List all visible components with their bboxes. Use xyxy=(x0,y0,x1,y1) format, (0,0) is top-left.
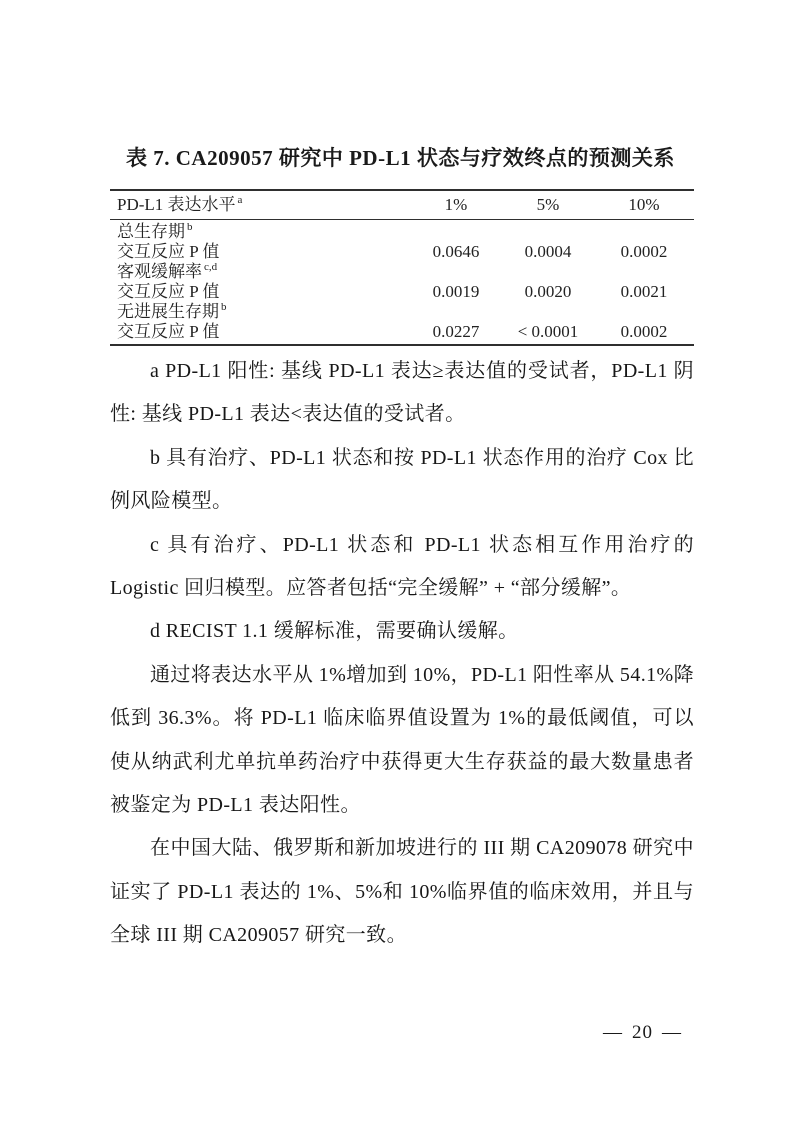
cell-value xyxy=(594,262,694,282)
column-header-10pct: 10% xyxy=(594,190,694,220)
row-label: 交互反应 P 值 xyxy=(117,322,220,341)
table-caption: 表 7. CA209057 研究中 PD-L1 状态与疗效终点的预测关系 xyxy=(126,146,675,170)
cell-value: 0.0019 xyxy=(432,282,480,301)
footer-dash-left: — xyxy=(603,1022,623,1043)
footnote-a: a PD-L1 阳性: 基线 PD-L1 表达≥表达值的受试者，PD-L1 阴性: 基线 PD-L1 表达<表达值的受试者。 xyxy=(110,360,694,426)
pdl1-results-table xyxy=(110,189,694,346)
cell-value: 0.0004 xyxy=(524,242,572,261)
table-row xyxy=(110,262,694,282)
table-row xyxy=(110,220,694,243)
cell-value: 0.0002 xyxy=(620,322,668,341)
column-header-label: PD-L1 表达水平 xyxy=(117,195,236,214)
table-row xyxy=(110,242,694,262)
cell-value xyxy=(502,220,594,243)
column-header-expression-level xyxy=(110,190,410,220)
footnote-marker: b xyxy=(187,221,193,234)
column-header-1pct: 1% xyxy=(410,190,502,220)
footnote-c: c 具有治疗、PD-L1 状态和 PD-L1 状态相互作用治疗的 Logistic 回归模型。应答者包括“完全缓解” + “部分缓解”。 xyxy=(110,533,694,600)
row-label: 交互反应 P 值 xyxy=(117,282,220,301)
row-label: 客观缓解率 $^{c,d}$ xyxy=(117,261,218,281)
footnote-marker: c,d xyxy=(204,261,218,274)
table-row xyxy=(110,282,694,302)
table-header-row xyxy=(110,190,694,220)
table-row xyxy=(110,302,694,322)
cell-value xyxy=(410,262,502,282)
body-text xyxy=(110,350,694,958)
cell-value xyxy=(502,302,594,322)
row-label: 无进展生存期 $^b$ xyxy=(117,301,227,321)
cell-value xyxy=(502,262,594,282)
cell-value: 0.0227 xyxy=(432,322,480,341)
cell-value xyxy=(594,220,694,243)
cell-value xyxy=(594,302,694,322)
cell-value: 0.0646 xyxy=(432,242,480,261)
page-footer xyxy=(594,1022,691,1044)
footnote-d: d RECIST 1.1 缓解标准，需要确认缓解。 xyxy=(150,620,519,643)
cell-value xyxy=(410,220,502,243)
cell-value: 0.0020 xyxy=(524,282,572,301)
footnote-b: b 具有治疗、PD-L1 状态和按 PD-L1 状态作用的治疗 Cox 比例风险模型。 xyxy=(110,446,694,513)
row-label: 交互反应 P 值 xyxy=(117,242,220,261)
page-content xyxy=(110,142,694,958)
body-paragraph: 在中国大陆、俄罗斯和新加坡进行的 III 期 CA209078 研究中证实了 PD-L1 表达的 1%、5%和 10%临界值的临床效用，并且与全球 III 期 CA209057 研究一致。 xyxy=(110,837,694,947)
page-number: 20 xyxy=(632,1022,653,1043)
footnote-marker: b xyxy=(221,301,227,314)
cell-value: 0.0002 xyxy=(620,242,668,261)
body-paragraph: 通过将表达水平从 1%增加到 10%，PD-L1 阳性率从 54.1%降低到 36.3%。将 PD-L1 临床临界值设置为 1%的最低阈值，可以使从纳武利尤单抗单药治疗中获得更大生存获益的最大数量患者被鉴定为 PD-L1 表达阳性。 xyxy=(110,663,694,817)
footnote-marker: a xyxy=(237,194,243,207)
cell-value: 0.0021 xyxy=(620,282,668,301)
cell-value xyxy=(410,302,502,322)
row-label: 总生存期 $^b$ xyxy=(117,221,193,241)
footer-dash-right: — xyxy=(662,1022,682,1043)
table-row xyxy=(110,322,694,345)
cell-value: < 0.0001 xyxy=(517,322,579,341)
column-header-5pct: 5% xyxy=(502,190,594,220)
